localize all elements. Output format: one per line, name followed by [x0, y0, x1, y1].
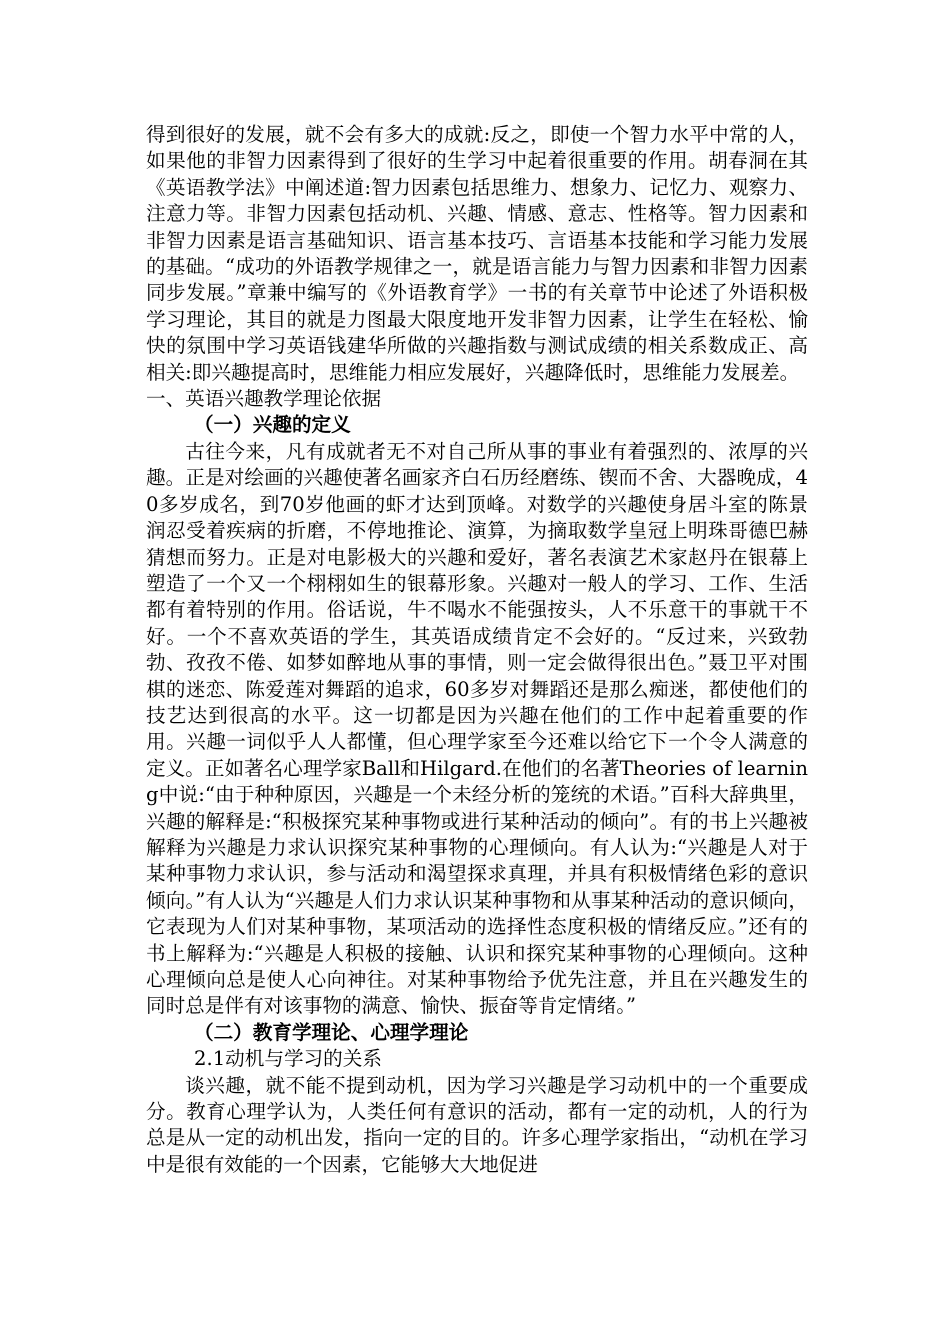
- sub-subsection-heading: 2.1动机与学习的关系: [194, 1047, 382, 1071]
- document-page: [146, 122, 808, 1178]
- subsection-heading-definition: （一）兴趣的定义: [194, 413, 351, 437]
- section-heading: 一、英语兴趣教学理论依据: [146, 387, 382, 411]
- body-paragraph-1: 得到很好的发展，就不会有多大的成就:反之，即使一个智力水平中常的人，如果他的非智力因素得到了很好的生学习中起着很重要的作用。胡春洞在其《英语教学法》中阐述道:智力因素包括思维力、想象力、记忆力、观察力、注意力等。非智力因素包括动机、兴趣、情感、意志、性格等。智力因素和非智力因素是语言基础知识、语言基本技巧、言语基本技能和学习能力发展的基础。“成功的外语教学规律之一，就是语言能力与智力因素和非智力因素同步发展。”章兼中编写的《外语教育学》一书的有关章节中论述了外语积极学习理论，其目的就是力图最大限度地开发非智力因素，让学生在轻松、愉快的氛围中学习英语钱建华所做的兴趣指数与测试成绩的相关系数成正、高相关:即兴趣提高时，思维能力相应发展好，兴趣降低时，思维能力发展差。: [146, 123, 808, 384]
- body-paragraph-2: 古往今来，凡有成就者无不对自己所从事的事业有着强烈的、浓厚的兴趣。正是对绘画的兴趣使著名画家齐白石历经磨练、锲而不舍、大器晚成，40多岁成名，到70岁他画的虾才达到顶峰。对数学的兴趣使身居斗室的陈景润忍受着疾病的折磨，不停地推论、演算，为摘取数学皇冠上明珠哥德巴赫猜想而努力。正是对电影极大的兴趣和爱好，著名表演艺术家赵丹在银幕上塑造了一个又一个栩栩如生的银幕形象。兴趣对一般人的学习、工作、生活都有着特别的作用。俗话说，牛不喝水不能强按头，人不乐意干的事就干不好。一个不喜欢英语的学生，其英语成绩肯定不会好的。“反过来，兴致勃勃、孜孜不倦、如梦如醉地从事的事情，则一定会做得很出色。”聂卫平对围棋的迷恋、陈爱莲对舞蹈的追求，60多岁对舞蹈还是那么痴迷，都使他们的技艺达到很高的水平。这一切都是因为兴趣在他们的工作中起着重要的作用。兴趣一词似乎人人都懂，但心理学家至今还难以给它下一个令人满意的定义。正如著名心理学家Ball和Hilgard.在他们的名著Theories of learning中说:“由于种种原因，兴趣是一个未经分析的笼统的术语。”百科大辞典里，兴趣的解释是:“积极探究某种事物或进行某种活动的倾向”。有的书上兴趣被解释为兴趣是力求认识探究某种事物的心理倾向。有人认为:“兴趣是人对于某种事物力求认识，参与活动和渴望探求真理，并具有积极情绪色彩的意识倾向。”有人认为“兴趣是人们力求认识某种事物和从事某种活动的意识倾向，它表现为人们对某种事物，某项活动的选择性态度积极的情绪反应。”还有的书上解释为:“兴趣是人积极的接触、认识和探究某种事物的心理倾向。这种心理倾向总是使人心向神往。对某种事物给予优先注意，并且在兴趣发生的同时总是伴有对该事物的满意、愉快、振奋等肯定情绪。”: [146, 439, 808, 1018]
- subsection-heading-theory: （二）教育学理论、心理学理论: [194, 1020, 469, 1044]
- body-paragraph-3: 谈兴趣，就不能不提到动机，因为学习兴趣是学习动机中的一个重要成分。教育心理学认为，人类任何有意识的活动，都有一定的动机，人的行为总是从一定的动机出发，指向一定的目的。许多心理学家指出，“动机在学习中是很有效能的一个因素，它能够大大地促进: [146, 1073, 808, 1176]
